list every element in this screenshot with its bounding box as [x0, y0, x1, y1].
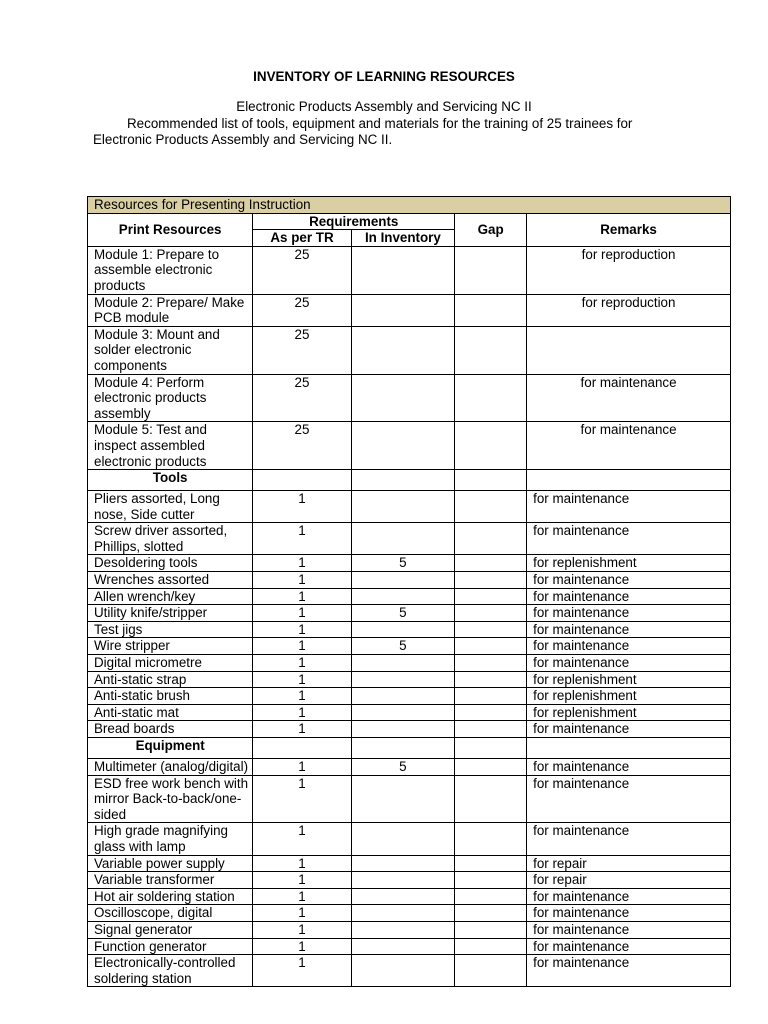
- remarks-value: for repair: [527, 855, 731, 872]
- as-per-tr-value: 1: [253, 955, 351, 987]
- in-inventory-value: 5: [351, 759, 454, 776]
- header-gap: Gap: [455, 213, 527, 246]
- in-inventory-value: 5: [351, 605, 454, 622]
- table-row: [88, 572, 731, 589]
- table-row: [88, 888, 731, 905]
- table-row: [88, 855, 731, 872]
- item-name: Anti-static brush: [88, 688, 253, 705]
- as-per-tr-value: 1: [253, 621, 351, 638]
- gap-value: [455, 938, 527, 955]
- gap-value: [455, 246, 527, 294]
- gap-value: [455, 823, 527, 855]
- remarks-value: for maintenance: [527, 422, 731, 470]
- remarks-value: for reproduction: [527, 294, 731, 326]
- gap-value: [455, 955, 527, 987]
- table-row: [88, 671, 731, 688]
- gap-value: [455, 671, 527, 688]
- as-per-tr-value: 1: [253, 638, 351, 655]
- table-row: [88, 326, 731, 374]
- remarks-value: for maintenance: [527, 572, 731, 589]
- remarks-value: [527, 326, 731, 374]
- item-name: Pliers assorted, Long nose, Side cutter: [88, 491, 253, 523]
- gap-value: [455, 621, 527, 638]
- remarks-value: for maintenance: [527, 605, 731, 622]
- in-inventory-value: [351, 671, 454, 688]
- remarks-value: for maintenance: [527, 588, 731, 605]
- remarks-value: for maintenance: [527, 621, 731, 638]
- item-name: Wire stripper: [88, 638, 253, 655]
- table-row: [88, 621, 731, 638]
- gap-value: [455, 605, 527, 622]
- remarks-value: for maintenance: [527, 775, 731, 823]
- as-per-tr-value: 1: [253, 888, 351, 905]
- remarks-value: for replenishment: [527, 555, 731, 572]
- as-per-tr-value: 25: [253, 374, 351, 422]
- gap-value: [455, 921, 527, 938]
- remarks-value: for replenishment: [527, 704, 731, 721]
- as-per-tr-value: 1: [253, 704, 351, 721]
- item-name: Anti-static strap: [88, 671, 253, 688]
- as-per-tr-value: 1: [253, 905, 351, 922]
- remarks-value: for maintenance: [527, 823, 731, 855]
- as-per-tr-value: 1: [253, 938, 351, 955]
- empty-cell: [253, 470, 351, 491]
- in-inventory-value: [351, 888, 454, 905]
- as-per-tr-value: 1: [253, 671, 351, 688]
- item-name: Anti-static mat: [88, 704, 253, 721]
- remarks-value: for maintenance: [527, 655, 731, 672]
- remarks-value: for maintenance: [527, 955, 731, 987]
- table-row: [88, 905, 731, 922]
- in-inventory-value: [351, 374, 454, 422]
- table-row: [88, 688, 731, 705]
- item-name: Module 1: Prepare to assemble electronic products: [88, 246, 253, 294]
- header-as-per-tr: As per TR: [253, 230, 351, 247]
- in-inventory-value: [351, 823, 454, 855]
- gap-value: [455, 523, 527, 555]
- section-tools: [88, 470, 731, 491]
- header-requirements: Requirements: [253, 213, 455, 230]
- as-per-tr-value: 1: [253, 688, 351, 705]
- header-print-resources: Print Resources: [88, 213, 253, 246]
- gap-value: [455, 655, 527, 672]
- remarks-value: for maintenance: [527, 721, 731, 738]
- gap-value: [455, 555, 527, 572]
- item-name: Hot air soldering station: [88, 888, 253, 905]
- as-per-tr-value: 1: [253, 588, 351, 605]
- table-band-row: [88, 197, 731, 214]
- in-inventory-value: [351, 294, 454, 326]
- item-name: Electronically-controlled soldering station: [88, 955, 253, 987]
- remarks-value: for replenishment: [527, 671, 731, 688]
- in-inventory-value: [351, 775, 454, 823]
- in-inventory-value: [351, 246, 454, 294]
- section-equipment: [88, 738, 731, 759]
- gap-value: [455, 326, 527, 374]
- header-row: [88, 213, 731, 230]
- gap-value: [455, 688, 527, 705]
- gap-value: [455, 759, 527, 776]
- table-row: [88, 422, 731, 470]
- remarks-value: for maintenance: [527, 491, 731, 523]
- item-name: Signal generator: [88, 921, 253, 938]
- in-inventory-value: [351, 721, 454, 738]
- gap-value: [455, 775, 527, 823]
- remarks-value: for reproduction: [527, 246, 731, 294]
- item-name: Module 3: Mount and solder electronic components: [88, 326, 253, 374]
- item-name: Digital micrometre: [88, 655, 253, 672]
- in-inventory-value: [351, 572, 454, 589]
- in-inventory-value: 5: [351, 555, 454, 572]
- section-equipment-label: Equipment: [88, 738, 253, 759]
- in-inventory-value: [351, 704, 454, 721]
- table-row: [88, 555, 731, 572]
- item-name: Module 4: Perform electronic products assembly: [88, 374, 253, 422]
- in-inventory-value: [351, 905, 454, 922]
- table-row: [88, 491, 731, 523]
- intro-paragraph-text: Recommended list of tools, equipment and materials for the training of 25 trainees for Electronic Products Assembly and Servicing NC II.: [93, 116, 633, 147]
- item-name: Test jigs: [88, 621, 253, 638]
- item-name: Function generator: [88, 938, 253, 955]
- remarks-value: for maintenance: [527, 938, 731, 955]
- gap-value: [455, 422, 527, 470]
- remarks-value: for replenishment: [527, 688, 731, 705]
- item-name: Wrenches assorted: [88, 572, 253, 589]
- table-row: [88, 921, 731, 938]
- gap-value: [455, 721, 527, 738]
- as-per-tr-value: 1: [253, 605, 351, 622]
- table-row: [88, 955, 731, 987]
- as-per-tr-value: 1: [253, 572, 351, 589]
- as-per-tr-value: 1: [253, 491, 351, 523]
- item-name: Utility knife/stripper: [88, 605, 253, 622]
- section-tools-label: Tools: [88, 470, 253, 491]
- table-row: [88, 588, 731, 605]
- in-inventory-value: [351, 422, 454, 470]
- item-name: Variable transformer: [88, 872, 253, 889]
- remarks-value: for repair: [527, 872, 731, 889]
- item-name: Module 2: Prepare/ Make PCB module: [88, 294, 253, 326]
- table-row: [88, 655, 731, 672]
- table-row: [88, 704, 731, 721]
- gap-value: [455, 374, 527, 422]
- empty-cell: [455, 738, 527, 759]
- table-row: [88, 374, 731, 422]
- as-per-tr-value: 1: [253, 555, 351, 572]
- in-inventory-value: [351, 955, 454, 987]
- gap-value: [455, 855, 527, 872]
- table-row: [88, 938, 731, 955]
- gap-value: [455, 588, 527, 605]
- as-per-tr-value: 1: [253, 523, 351, 555]
- item-name: Module 5: Test and inspect assembled electronic products: [88, 422, 253, 470]
- remarks-value: for maintenance: [527, 374, 731, 422]
- as-per-tr-value: 1: [253, 872, 351, 889]
- table-row: [88, 759, 731, 776]
- intro-paragraph: [93, 116, 693, 148]
- in-inventory-value: [351, 588, 454, 605]
- gap-value: [455, 572, 527, 589]
- in-inventory-value: [351, 655, 454, 672]
- as-per-tr-value: 25: [253, 422, 351, 470]
- empty-cell: [527, 470, 731, 491]
- item-name: Multimeter (analog/digital): [88, 759, 253, 776]
- item-name: Allen wrench/key: [88, 588, 253, 605]
- remarks-value: for maintenance: [527, 888, 731, 905]
- header-in-inventory: In Inventory: [351, 230, 454, 247]
- table-row: [88, 721, 731, 738]
- band-label: Resources for Presenting Instruction: [88, 197, 731, 214]
- as-per-tr-value: 1: [253, 855, 351, 872]
- gap-value: [455, 491, 527, 523]
- in-inventory-value: [351, 621, 454, 638]
- table-row: [88, 823, 731, 855]
- inventory-table: [87, 196, 731, 987]
- item-name: Bread boards: [88, 721, 253, 738]
- remarks-value: for maintenance: [527, 638, 731, 655]
- in-inventory-value: [351, 938, 454, 955]
- as-per-tr-value: 1: [253, 921, 351, 938]
- item-name: Screw driver assorted, Phillips, slotted: [88, 523, 253, 555]
- empty-cell: [455, 470, 527, 491]
- in-inventory-value: [351, 921, 454, 938]
- empty-cell: [253, 738, 351, 759]
- item-name: Variable power supply: [88, 855, 253, 872]
- gap-value: [455, 872, 527, 889]
- in-inventory-value: [351, 872, 454, 889]
- empty-cell: [351, 738, 454, 759]
- as-per-tr-value: 25: [253, 294, 351, 326]
- item-name: Oscilloscope, digital: [88, 905, 253, 922]
- table-row: [88, 246, 731, 294]
- table-row: [88, 872, 731, 889]
- as-per-tr-value: 1: [253, 759, 351, 776]
- in-inventory-value: 5: [351, 638, 454, 655]
- gap-value: [455, 905, 527, 922]
- remarks-value: for maintenance: [527, 921, 731, 938]
- gap-value: [455, 704, 527, 721]
- table-row: [88, 775, 731, 823]
- as-per-tr-value: 1: [253, 655, 351, 672]
- remarks-value: for maintenance: [527, 905, 731, 922]
- as-per-tr-value: 1: [253, 721, 351, 738]
- table-row: [88, 605, 731, 622]
- as-per-tr-value: 25: [253, 326, 351, 374]
- item-name: Desoldering tools: [88, 555, 253, 572]
- in-inventory-value: [351, 326, 454, 374]
- item-name: ESD free work bench with mirror Back-to-back/one-sided: [88, 775, 253, 823]
- gap-value: [455, 638, 527, 655]
- table-row: [88, 294, 731, 326]
- remarks-value: for maintenance: [527, 523, 731, 555]
- in-inventory-value: [351, 688, 454, 705]
- in-inventory-value: [351, 523, 454, 555]
- as-per-tr-value: 1: [253, 823, 351, 855]
- as-per-tr-value: 1: [253, 775, 351, 823]
- table-body: [88, 246, 731, 987]
- gap-value: [455, 888, 527, 905]
- document-title: INVENTORY OF LEARNING RESOURCES: [253, 69, 515, 84]
- empty-cell: [527, 738, 731, 759]
- item-name: High grade magnifying glass with lamp: [88, 823, 253, 855]
- in-inventory-value: [351, 855, 454, 872]
- in-inventory-value: [351, 491, 454, 523]
- header-remarks: Remarks: [527, 213, 731, 246]
- table-row: [88, 638, 731, 655]
- document-subtitle: Electronic Products Assembly and Servicing NC II: [236, 99, 532, 114]
- as-per-tr-value: 25: [253, 246, 351, 294]
- remarks-value: for maintenance: [527, 759, 731, 776]
- table-row: [88, 523, 731, 555]
- empty-cell: [351, 470, 454, 491]
- gap-value: [455, 294, 527, 326]
